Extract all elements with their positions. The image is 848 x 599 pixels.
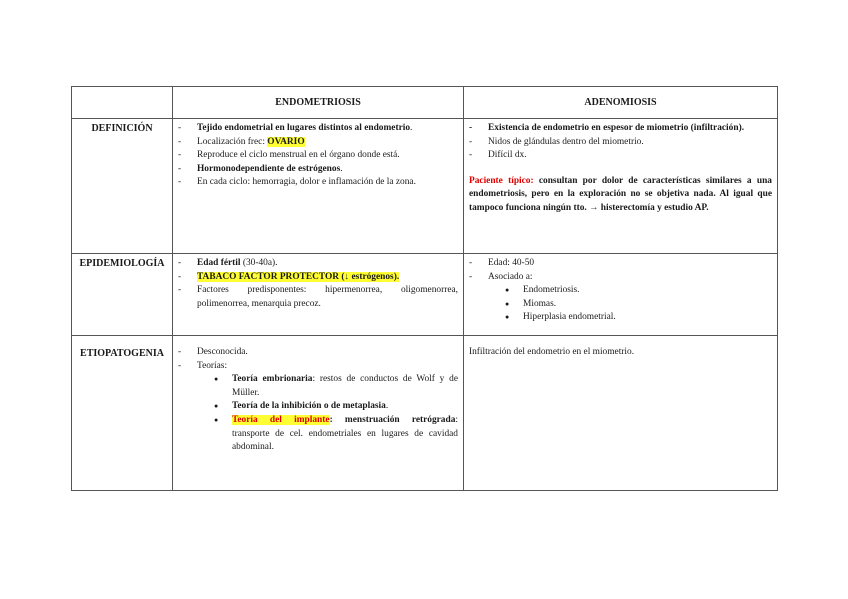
list-item [178,122,458,136]
bold-text: : menstruación retrógrada [329,414,456,425]
list-item: - Existencia de endometrio en espesor de miometrio (infiltración). [469,122,772,136]
red-highlighted-text: Teoría del implante [232,414,330,425]
text: Localización frec: [197,136,268,147]
sublist-item [213,414,458,455]
epidemiologia-adenomiosis-cell [464,254,778,336]
sublist [197,373,458,455]
header-empty-cell [72,87,173,119]
sublist [488,284,772,325]
row-etiopatogenia [72,336,778,491]
sublist-item [213,400,458,414]
row-epidemiologia [72,254,778,336]
list-item: - En cada ciclo: hemorragia, dolor e inflamación de la zona. [178,176,458,190]
text: : restos de conductos de Wolf y de Müller. [232,374,458,398]
sublist-item: ● Miomas. [504,298,772,312]
sublist-item [213,373,458,400]
highlighted-text: OVARIO [267,136,305,147]
row-label-epidemiologia: EPIDEMIOLOGÍA [72,254,173,336]
list-item [178,136,458,150]
bold-text: Edad fértil [197,258,241,268]
etiopatogenia-endometriosis-cell [173,336,464,491]
list-item: - Nidos de glándulas dentro del miometrio. [469,136,772,150]
etiopatogenia-adenomiosis-cell: Infiltración del endometrio en el miometrio. [464,336,778,491]
text: : transporte de cel. endometriales en lugares de cavidad abdominal. [232,414,458,453]
text: . [340,163,343,174]
list-item: - Reproduce el ciclo menstrual en el órgano donde está. [178,149,458,163]
list-item [178,271,458,285]
highlighted-text: TABACO FACTOR PROTECTOR (↓ estrógenos). [197,271,400,282]
row-label-etiopatogenia: ETIOPATOGENIA [72,336,173,491]
epidemiologia-endometriosis-cell [173,254,464,336]
list-item: - Edad: 40-50 [469,257,772,271]
paciente-tipico-paragraph [469,175,772,216]
bold-text: Hormonodependiente de estrógenos [197,163,341,174]
list-item [469,271,772,325]
sublist-item: ● Endometriosis. [504,284,772,298]
bold-text: Teoría embrionaria [232,374,313,385]
text: Asociado a: [488,271,533,282]
row-definicion [72,119,778,254]
list-item: - Factores predisponentes: hipermenorrea, oligomenorrea, polimenorrea, menarquia precoz. [178,284,458,311]
header-adenomiosis: ADENOMIOSIS [464,87,778,119]
row-label-definicion: DEFINICIÓN [72,119,173,254]
text: consultan por dolor de características similares a una endometriosis, pero en la exploración no se objetiva nada. Al igual que tampoco funciona ningún tto. → histerectomía y estudio AP. [469,175,772,213]
red-label: Paciente típico: [469,175,534,186]
bold-text: Teoría de la inhibición o de metaplasia [232,401,386,412]
text: . [410,123,413,133]
table-header-row [72,87,778,119]
list-item: - Difícil dx. [469,149,772,163]
sublist-item: ● Hiperplasia endometrial. [504,311,772,325]
text: (30-40a). [240,258,278,268]
bold-text: Tejido endometrial en lugares distintos al endometrio [197,123,411,133]
comparison-table [71,86,778,491]
definicion-adenomiosis-cell [464,119,778,254]
list-item: - Desconocida. [178,346,458,360]
text: . [385,401,389,412]
header-endometriosis: ENDOMETRIOSIS [173,87,464,119]
list-item [178,257,458,271]
list-item [178,360,458,455]
definicion-endometriosis-cell [173,119,464,254]
text: Teorías: [197,360,228,371]
list-item [178,163,458,177]
